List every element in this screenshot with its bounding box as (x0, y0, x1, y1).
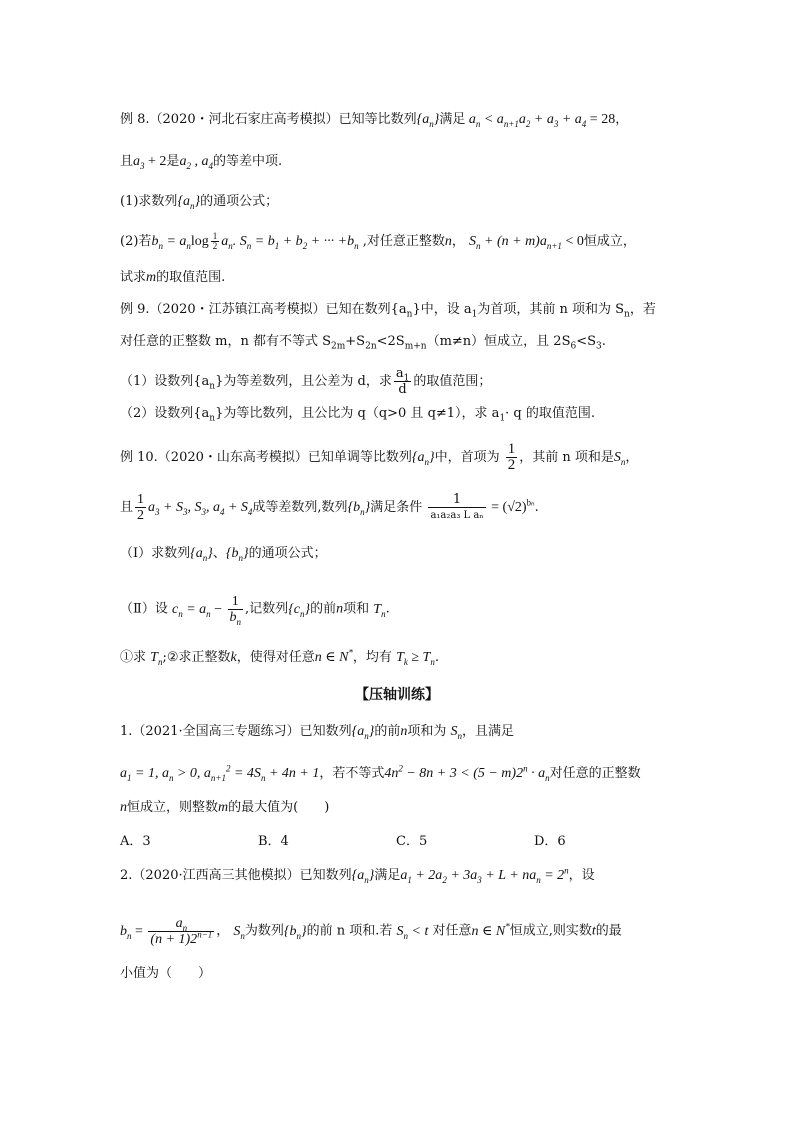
ex8-line1: 例 8.（2020・河北石家庄高考模拟）已知等比数列$\{a_n\}$满足 $a_n < a_{n+1}a_2 + a_3 + a_4 = 28$， (120, 112, 629, 129)
ex9-line1: 例 9.（2020・江苏镇江高考模拟）已知在数列$\{a_n\}$中，设 $a_1$为首项，其前 n 项和为 $S_n$，若 (120, 302, 656, 320)
ex10-q2: （Ⅱ）设 $c_n = a_n$ − $\frac{1}{b_n}$ ,记数列$\{c_n\}$的前n项和 $T_n$. (120, 594, 390, 627)
ex10-q1: （Ⅰ）求数列$\{a_n\}$、$\{b_n\}$的通项公式； (120, 546, 327, 563)
option-b: B．4 (258, 834, 289, 849)
ex8-q2: (2)若$b_n = a_n\log$ $\frac{1}{2}$ $a_n$. $S_n = b_1 + b_2$ + ··· $+b_n$ ,对任意正整数n， $S_n + (n + m)a_{n+1} < 0$恒成立， (120, 231, 636, 252)
p1-line2: $a_1 = 1$, $a_n > 0$, $a_{n+1}^2 = 4S_n + 4n + 1$，若不等式$4n^2 - 8n + 3 < (5 - m)2^n \cdot a_n$对任意的正整数 (120, 763, 641, 783)
p2-line2: $b_n$ = $\frac{a_n}{(n + 1)2^{n-1}}$ ， $S_n$为数列$\{b_n\}$的前 n 项和.若 $S_n < t$ 对任意n ∈ N*恒成立,则实数t的最 (120, 916, 622, 947)
ex9-q1: （1）设数列$\{a_n\}$为等差数列，且公差为 d，求 $\frac{a_1}{d}$ 的取值范围； (120, 366, 492, 397)
option-d: D．6 (534, 834, 566, 849)
ex8-q1: (1)求数列$\{a_n\}$的通项公式； (120, 194, 279, 211)
section-title: 【压轴训练】 (355, 687, 439, 703)
ex9-line2: 对任意的正整数 m，n 都有不等式 $S_{2m}+S_{2n}<2S_{m+n}(m\ne n)$恒成立，且 $2S_6<S_3$. (120, 334, 606, 352)
ex8-q2b: 试求m的取值范围. (120, 270, 226, 285)
ex10-line2: 且 $\frac{1}{2}$ $a_3 + S_3$, $S_3$, $a_4 + S_4$成等差数列,数列$\{b_n\}$满足条件 $\frac{1}{\text{a₁a₂a₃ L aₙ}}$ = $(√2)^{b_n}$. (120, 492, 539, 523)
ex10-q3: ①求 $T_n;②$求正整数k，使得对任意n ∈ N*，均有 $T_k \ge T_n$. (120, 647, 439, 667)
p1-line1: 1.（2021·全国高三专题练习）已知数列$\{a_n\}$的前n项和为 $S_n$，且满足 (120, 724, 515, 741)
ex8-line2: 且$a_3 + 2$是$a_2$ , $a_4$的等差中项. (120, 154, 283, 171)
ex9-q2: （2）设数列$\{a_n\}$为等比数列，且公比为 q（q>0 且 q≠1），求 $a_1\cdot q$ 的取值范围. (120, 406, 596, 424)
option-c: C．5 (396, 834, 428, 849)
ex10-line1: 例 10.（2020・山东高考模拟）已知单调等比数列$\{a_n\}$中，首项为 $\frac{1}{2}$ ，其前 n 项和是$S_n$， (120, 441, 639, 473)
option-a: A．3 (120, 834, 151, 849)
p2-line3: 小值为（ ） (120, 966, 212, 981)
p2-line1: 2.（2020·江西高三其他模拟）已知数列$\{a_n\}$满足$a_1 + 2a_2 + 3a_3 + L + na_n = 2^n$，设 (120, 865, 595, 885)
p1-line3: n恒成立，则整数m的最大值为( ) (120, 800, 330, 815)
